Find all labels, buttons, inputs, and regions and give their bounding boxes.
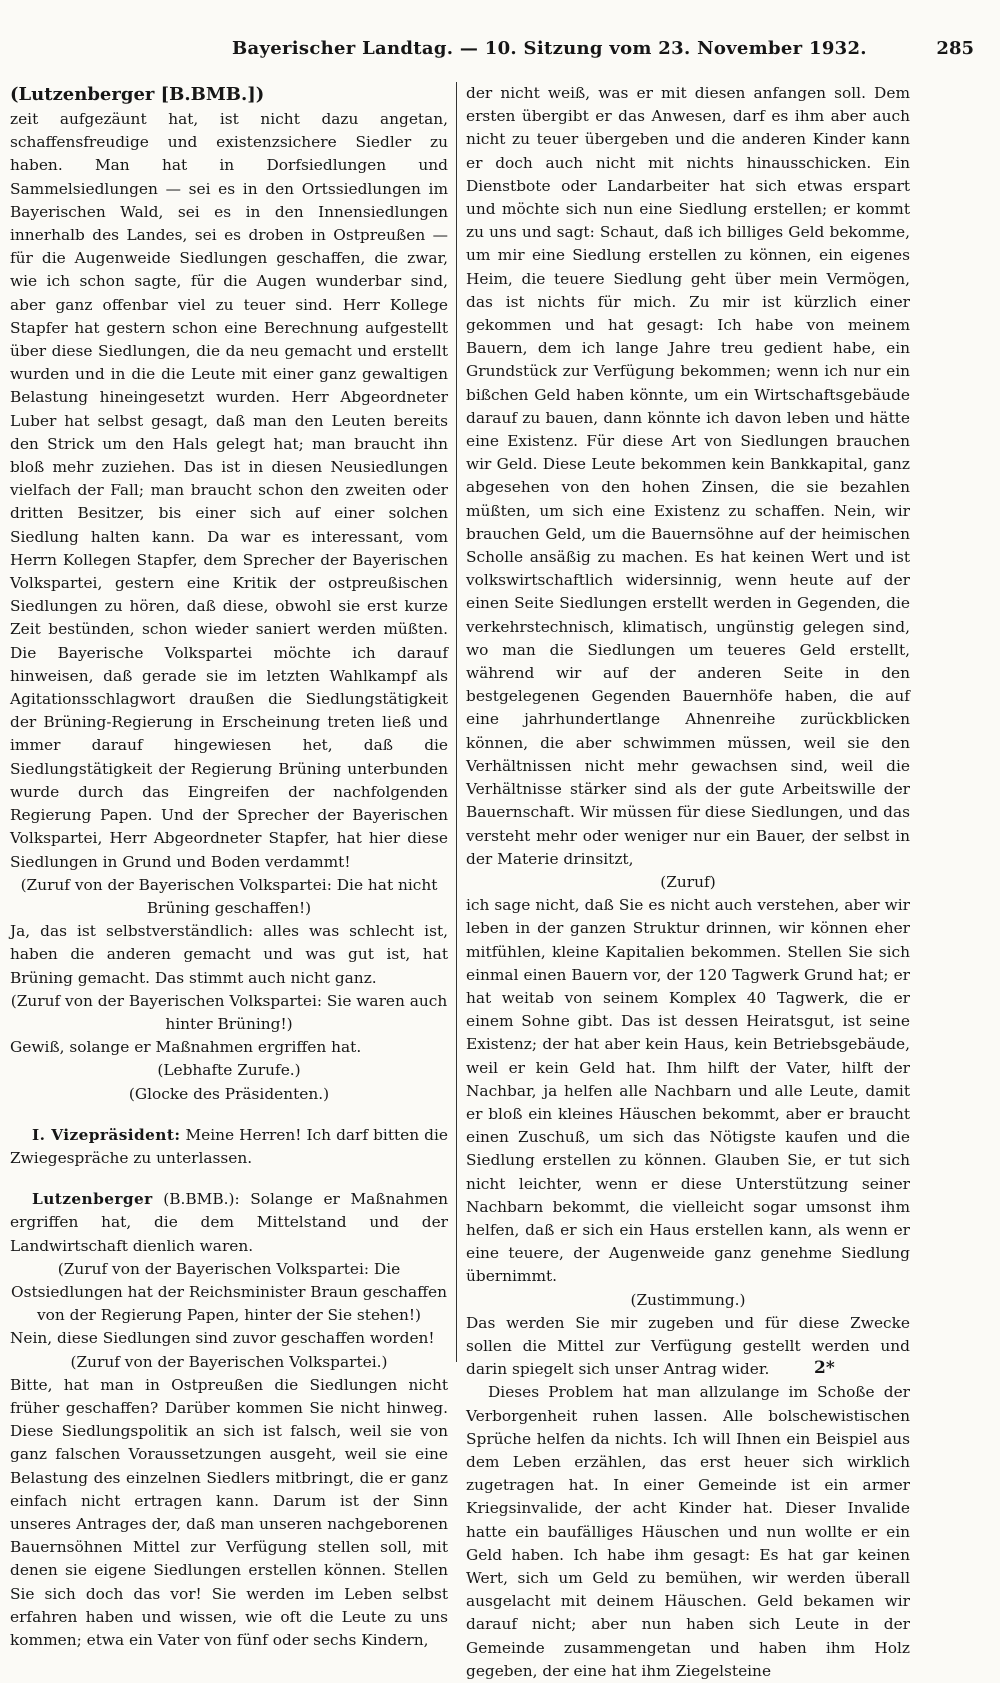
speech-paragraph: Dieses Problem hat man allzulange im Schoße der Verborgenheit ruhen lassen. Alle bolschewistischen Sprüche helfen da nichts. Ich will Ihnen ein Beispiel aus dem Leben erzählen, das erst heuer sich wirklich zugetragen hat. In einer Gemeinde ist ein armer Kriegsinvalide, der acht Kinder hat. Dieser Invalide hatte ein baufälliges Häuschen und nun wollte er ein Geld haben. Ich habe ihm gesagt: Es hat gar keinen Wert, sich um Geld zu bemühen, wir werden überall ausgelacht mit deinem Häuschen. Geld bekamen wir darauf nicht; aber nun haben sich Leute in der Gemeinde zusammengetan und haben ihm Holz gegeben, der eine hat ihm Ziegelsteine [466, 1383, 910, 1680]
speaker-name: Lutzenberger [32, 1190, 153, 1209]
speech-paragraph: Bitte, hat man in Ostpreußen die Siedlungen nicht früher geschaffen? Darüber kommen Sie nicht hinweg. Diese Siedlungspolitik an sich ist falsch, weil sie von ganz falschen Voraussetzungen ausgeht, weil sie eine Belastung des einzelnen Siedlers mitbringt, die er ganz einfach nicht ertragen kann. Darum ist der Sinn unseres Antrages der, daß man unseren nachgeborenen Bauernsöhnen Mittel zur Verfügung stellen soll, mit denen sie eigene Siedlungen erstellen können. Stellen Sie sich doch das vor! Sie werden im Leben selbst erfahren haben und wissen, wie oft die Leute zu uns kommen; etwa ein Vater von fünf oder sechs Kindern, [10, 1375, 448, 1649]
left-column [10, 82, 448, 1652]
running-header: Bayerischer Landtag. — 10. Sitzung vom 23. November 1932. [232, 38, 867, 59]
speech-paragraph: Nein, diese Siedlungen sind zuvor geschaffen worden! [10, 1329, 435, 1348]
interjection: (Lebhafte Zurufe.) [157, 1061, 301, 1080]
interjection: (Zuruf von der Bayerischen Volkspartei.) [70, 1352, 388, 1371]
speaker-continuation-heading: (Lutzenberger [B.BMB.]) [10, 84, 265, 105]
statement-text: (B.BMB.): Solange er Maßnahmen ergriffen hat, die dem Mittelstand und der Landwirtschaft dienlich waren. [10, 1190, 448, 1255]
speech-paragraph: ich sage nicht, daß Sie es nicht auch verstehen, aber wir leben in der ganzen Struktur drinnen, wir können eher mitfühlen, kleine Kapitalien bekommen. Stellen Sie sich einmal einen Bauern vor, der 120 Tagwerk Grund hat; er hat weitab von seinem Komplex 40 Tagwerk, die er einem Sohne gibt. Das ist dessen Heiratsgut, ist seine Existenz; der hat aber kein Haus, kein Betriebsgebäude, weil er kein Geld hat. Ihm hilft der Vater, hilft der Nachbar, ja helfen alle Nachbarn und alle Leute, damit er bloß ein kleines Häuschen bekommt, aber er braucht einen Zuschuß, um sich das Nötigste kaufen und die Siedlung erstellen zu können. Glauben Sie, er tut sich nicht leichter, wenn er diese Unterstützung seiner Nachbarn bekommt, die vielleicht sogar umsonst ihm helfen, daß er sich ein Haus erstellen kann, als wenn er eine teuere, der Augenweide ganz genehme Siedlung übernimmt. [466, 896, 910, 1286]
interjection: (Zuruf von der Bayerischen Volkspartei: Die hat nicht Brüning geschaffen!) [20, 875, 438, 917]
speech-paragraph: zeit aufgezäunt hat, ist nicht dazu angetan, schaffensfreudige und existenzsichere Siedler zu haben. Man hat in Dorfsiedlungen und Sammelsiedlungen — sei es in den Ortssiedlungen im Bayerischen Wald, sei es in den Innensiedlungen innerhalb des Landes, sei es droben in Ostpreußen — für die Augenweide Siedlungen geschaffen, die zwar, wie ich schon sagte, für die Augen wunderbar sind, aber ganz offenbar viel zu teuer sind. Herr Kollege Stapfer hat gestern schon eine Berechnung aufgestellt über diese Siedlungen, die da neu gemacht und erstellt wurden und in die die Leute mit einer ganz gewaltigen Belastung hineingesetzt wurden. Herr Abgeordneter Luber hat selbst gesagt, daß man den Leuten bereits den Strick um den Hals gelegt hat; man braucht ihn bloß mehr zuziehen. Das ist in diesen Neusiedlungen vielfach der Fall; man braucht schon den zweiten oder dritten Besitzer, bis einer sich auf einer solchen Siedlung halten kann. Da war es interessant, vom Herrn Kollegen Stapfer, dem Sprecher der Bayerischen Volkspartei, gestern eine Kritik der ostpreußischen Siedlungen zu hören, daß diese, obwohl sie erst kurze Zeit bestünden, schon wieder saniert werden müßten. Die Bayerische Volkspartei möchte ich darauf hinweisen, daß gerade sie im letzten Wahlkampf als Agitationsschlagwort draußen die Siedlungstätigkeit der Brüning-Regierung in Erscheinung treten ließ und immer darauf hingewiesen het, daß die Siedlungstätigkeit der Regierung Brüning unterbunden wurde durch das Eingreifen der nachfolgenden Regierung Papen. Und der Sprecher der Bayerischen Volkspartei, Herr Abgeordneter Stapfer, hat hier diese Siedlungen in Grund und Boden verdammt! [10, 110, 448, 871]
speech-paragraph: Gewiß, solange er Maßnahmen ergriffen hat. [10, 1038, 362, 1057]
speaker-name: I. Vizepräsident: [32, 1125, 181, 1144]
right-column [466, 82, 910, 1683]
speech-paragraph: Ja, das ist selbstverständlich: alles was schlecht ist, haben die anderen gemacht und was gut ist, hat Brüning gemacht. Das stimmt auch nicht ganz. [10, 922, 448, 987]
statement-text: Meine Herren! Ich darf bitten die Zwiegespräche zu unterlassen. [10, 1125, 448, 1167]
interjection: (Zustimmung.) [630, 1290, 746, 1309]
signature-mark: 2* [814, 1358, 835, 1378]
speech-paragraph: Das werden Sie mir zugeben und für diese Zwecke sollen die Mittel zur Verfügung gestellt werden und darin spiegelt sich unser Antrag wider. [466, 1313, 910, 1379]
president-statement [10, 1124, 448, 1170]
interjection: (Glocke des Präsidenten.) [128, 1084, 330, 1103]
speaker-statement [10, 1188, 448, 1258]
interjection: (Zuruf von der Bayerischen Volkspartei: Die Ostsiedlungen hat der Reichsminister Braun geschaffen von der Regierung Papen, hinter der Sie stehen!) [11, 1259, 447, 1325]
interjection: (Zuruf von der Bayerischen Volkspartei: Sie waren auch hinter Brüning!) [10, 991, 448, 1033]
interjection: (Zuruf) [660, 872, 716, 891]
page-number: 285 [936, 38, 974, 59]
column-divider [456, 82, 457, 1362]
speech-paragraph: der nicht weiß, was er mit diesen anfangen soll. Dem ersten übergibt er das Anwesen, darf es ihm aber auch nicht zu teuer übergeben und die anderen Kinder kann er doch auch nicht mit nichts hinausschicken. Ein Dienstbote oder Landarbeiter hat sich etwas erspart und möchte sich nun eine Siedlung erstellen; er kommt zu uns und sagt: Schaut, daß ich billiges Geld bekomme, um mir eine Siedlung erstellen zu können, ein eigenes Heim, die teuere Siedlung geht über mein Vermögen, das ist nichts für mich. Zu mir ist kürzlich einer gekommen und hat gesagt: Ich habe von meinem Bauern, dem ich lange Jahre treu gedient habe, ein Grundstück zur Verfügung bekommen; wenn ich nur ein bißchen Geld haben könnte, um ein Wirtschaftsgebäude darauf zu bauen, dann könnte ich davon leben und hätte eine Existenz. Für diese Art von Siedlungen brauchen wir Geld. Diese Leute bekommen kein Bankkapital, ganz abgesehen von den hohen Zinsen, die sie bezahlen müßten, um sich eine Existenz zu schaffen. Nein, wir brauchen Geld, um die Bauernsöhne auf der heimischen Scholle ansäßig zu machen. Es hat keinen Wert und ist volkswirtschaftlich widersinnig, wenn heute auf der einen Seite Siedlungen erstellt werden in Gegenden, die verkehrstechnisch, klimatisch, ungünstig gelegen sind, wo man die Siedlungen um teueres Geld erstellt, während wir auf der anderen Seite in den bestgelegenen Gegenden Bauernhöfe haben, die auf eine jahrhundertlange Ahnenreihe zurückblicken können, die aber schwimmen müssen, weil sie den Verhältnissen nicht mehr gewachsen sind, weil die Verhältnisse stärker sind als der gute Arbeitswille der Bauernschaft. Wir müssen für diese Siedlungen, und das versteht mehr oder weniger nur ein Bauer, der selbst in der Materie drinsitzt, [466, 84, 910, 868]
